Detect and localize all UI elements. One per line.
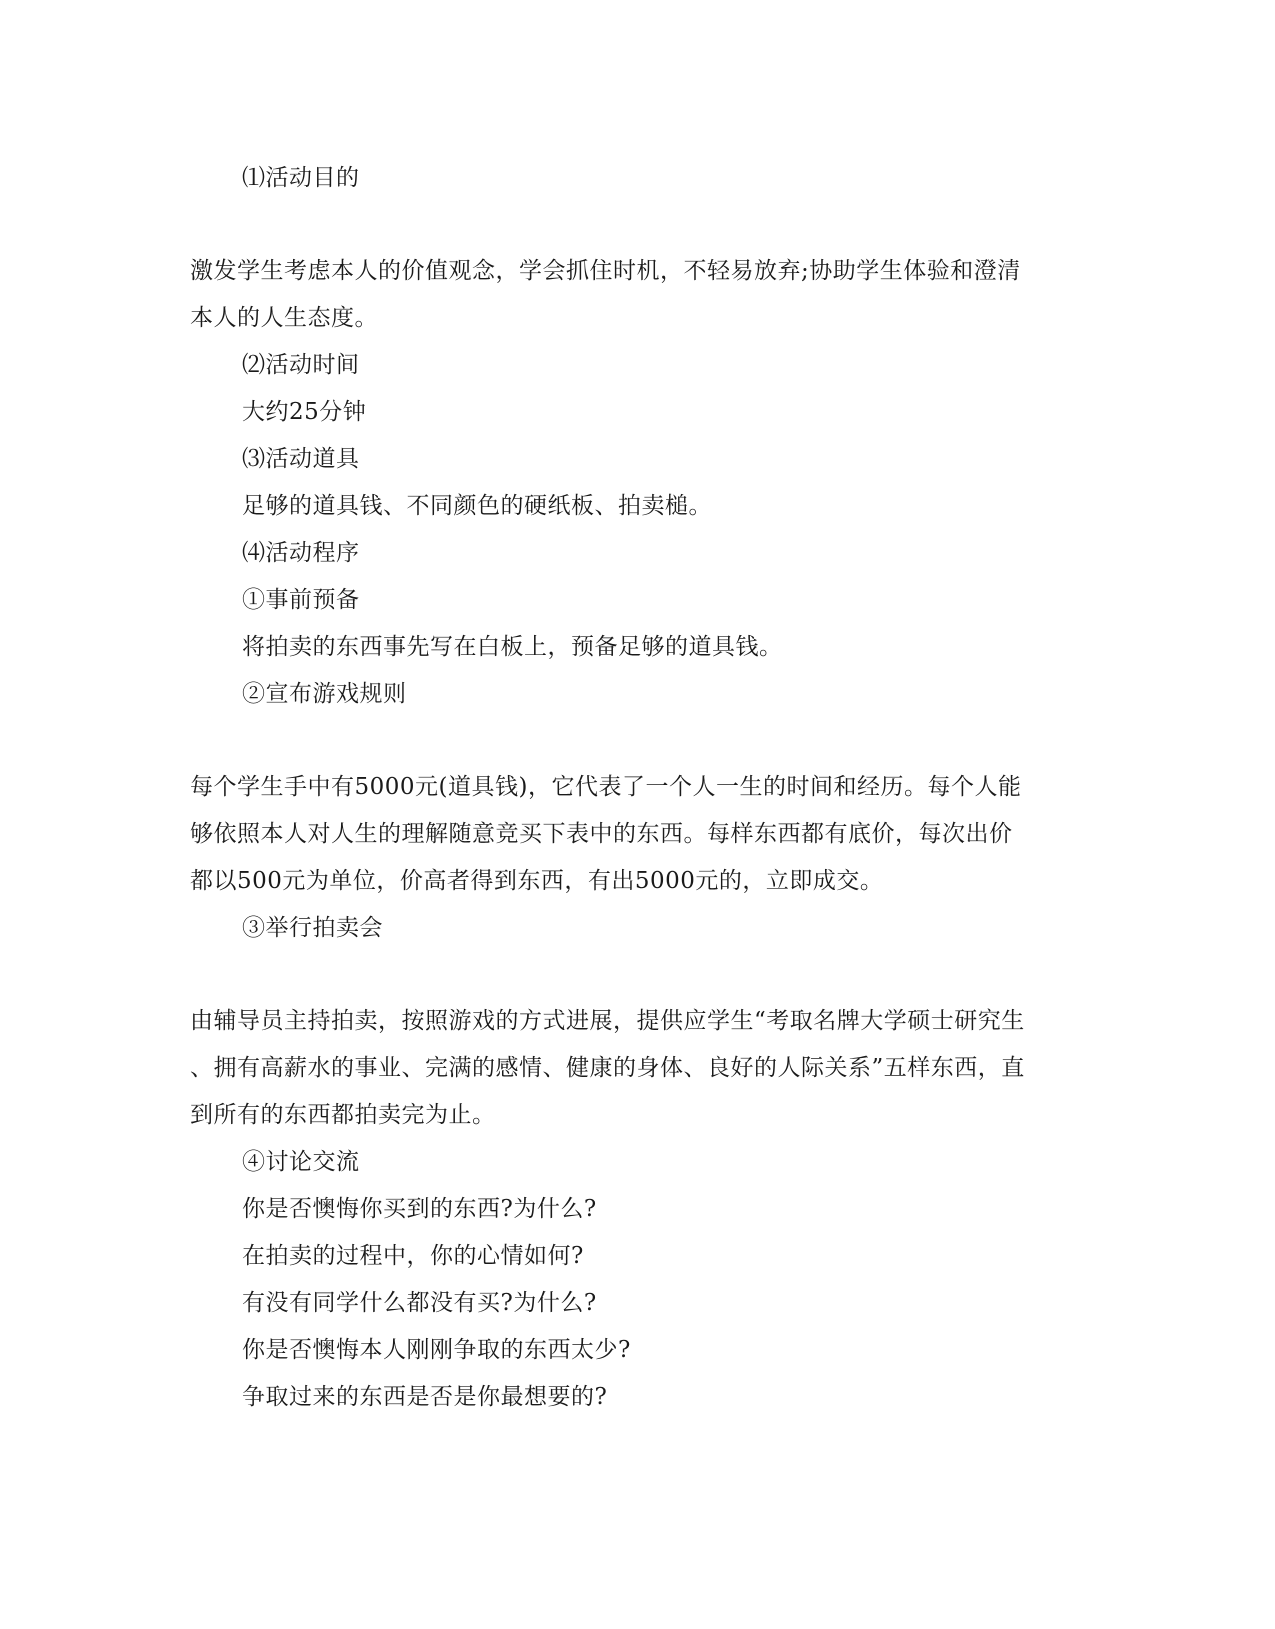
rules-paragraph-line-2: 够依照本人对人生的理解随意竞买下表中的东西。每样东西都有底价，每次出价 <box>190 821 1013 847</box>
discussion-question-4: 你是否懊悔本人刚刚争取的东西太少? <box>242 1337 631 1363</box>
step-heading-auction: ③举行拍卖会 <box>242 915 383 941</box>
auction-paragraph-line-3: 到所有的东西都拍卖完为止。 <box>190 1102 496 1128</box>
auction-paragraph-line-2: 、拥有高薪水的事业、完满的感情、健康的身体、良好的人际关系”五样东西，直 <box>190 1055 1025 1081</box>
preparation-text: 将拍卖的东西事先写在白板上，预备足够的道具钱。 <box>242 634 783 660</box>
purpose-paragraph-line-2: 本人的人生态度。 <box>190 305 378 331</box>
discussion-question-2: 在拍卖的过程中，你的心情如何? <box>242 1243 584 1269</box>
discussion-question-1: 你是否懊悔你买到的东西?为什么? <box>242 1196 597 1222</box>
discussion-question-5: 争取过来的东西是否是你最想要的? <box>242 1384 608 1410</box>
section-heading-props: ⑶活动道具 <box>242 446 360 472</box>
discussion-question-3: 有没有同学什么都没有买?为什么? <box>242 1290 597 1316</box>
step-heading-discussion: ④讨论交流 <box>242 1149 360 1175</box>
section-heading-procedure: ⑷活动程序 <box>242 540 360 566</box>
props-text: 足够的道具钱、不同颜色的硬纸板、拍卖槌。 <box>242 493 712 519</box>
section-heading-time: ⑵活动时间 <box>242 352 360 378</box>
section-heading-purpose: ⑴活动目的 <box>242 165 360 191</box>
rules-paragraph-line-3: 都以500元为单位，价高者得到东西，有出5000元的，立即成交。 <box>190 868 884 894</box>
rules-paragraph-line-1: 每个学生手中有5000元(道具钱)，它代表了一个人一生的时间和经历。每个人能 <box>190 774 1022 800</box>
step-heading-rules: ②宣布游戏规则 <box>242 681 407 707</box>
purpose-paragraph-line-1: 激发学生考虑本人的价值观念，学会抓住时机，不轻易放弃;协助学生体验和澄清 <box>190 258 1021 284</box>
time-text: 大约25分钟 <box>242 399 367 425</box>
auction-paragraph-line-1: 由辅导员主持拍卖，按照游戏的方式进展，提供应学生“考取名牌大学硕士研究生 <box>190 1008 1025 1034</box>
step-heading-preparation: ①事前预备 <box>242 587 360 613</box>
